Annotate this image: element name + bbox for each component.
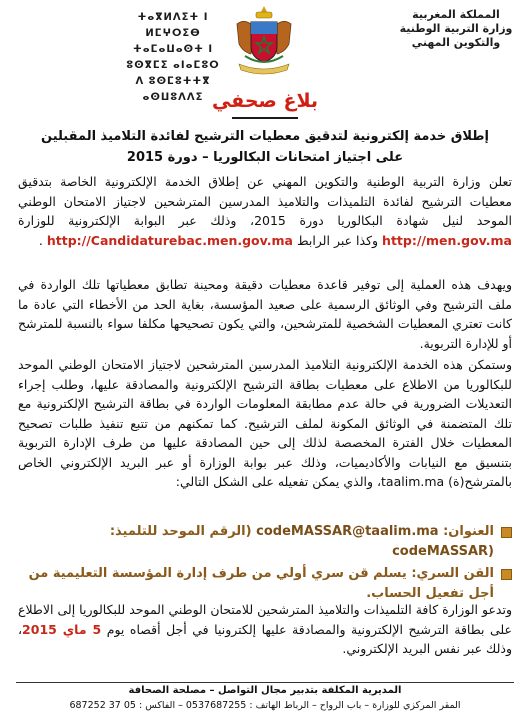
tifinagh-line: ⴷ ⵓⵙⵎⵓⵜⵜⴳ ⴰⵙⵡⵓⴷⴷⵉ bbox=[135, 76, 211, 103]
candidature-link[interactable]: http://Candidaturebac.men.gov.ma bbox=[46, 232, 293, 248]
ministry-line: والتكوين المهني bbox=[411, 36, 501, 49]
ministry-portal-link[interactable]: http://men.gov.ma bbox=[382, 232, 512, 248]
footer-department: المديرية المكلفة بتدبير مجال التواصل – مصلحة الصحافة bbox=[128, 685, 402, 696]
bullet-label: العنوان: bbox=[443, 524, 494, 539]
coat-of-arms-emblem bbox=[231, 4, 297, 78]
list-item bbox=[18, 564, 512, 604]
paragraph-call-to-action bbox=[18, 600, 512, 659]
title-underline bbox=[232, 117, 298, 119]
deadline-date: 5 ماي 2015 bbox=[22, 621, 102, 637]
subtitle-line: على اجتياز امتحانات البكالوريا – دورة 2015 bbox=[126, 150, 404, 165]
square-bullet-icon bbox=[501, 569, 512, 580]
paragraph-text: . bbox=[38, 232, 43, 248]
paragraph-text: وتدعو الوزارة كافة التلميذات والتلاميذ المترشحين للامتحان الوطني الموحد للبكالوريا إلى الاطلاع على بطاقة الترشيح الإلكترونية والمصادقة عليها إلكترونيا في أجل أقصاه يوم bbox=[18, 602, 512, 637]
paragraph-text: ، وذلك عبر نفس البريد الإلكتروني. bbox=[18, 621, 512, 656]
paragraph-text: وكذا عبر الرابط bbox=[296, 232, 379, 248]
press-release-subtitle bbox=[30, 126, 500, 168]
activation-details-list bbox=[18, 522, 512, 606]
subtitle-line: إطلاق خدمة إلكترونية لتدقيق معطيات الترشيح لفائدة التلاميذ المقبلين bbox=[41, 129, 489, 144]
list-item bbox=[18, 522, 512, 562]
paragraph-announcement bbox=[18, 172, 512, 250]
bullet-label: القن السري: bbox=[411, 566, 494, 581]
tifinagh-line: ⵜⴰⵎⴰⵡⴰⵙⵜ ⵏ ⵓⵙⴳⵎⵉ ⴰⵏⴰⵎⵓⵔ bbox=[126, 44, 220, 71]
ministry-line: وزارة التربية الوطنية bbox=[399, 22, 513, 35]
paragraph-service-description: وستمكن هذه الخدمة الإلكترونية التلاميذ المدرسين المترشحين لاجتياز الامتحان الوطني الموحد للبكالوريا من الاطلاع على معطيات بطاقة الترشيح الإلكترونية والمصادقة عليها، وطلب إجراء التعديلات الضرورية في حالة عدم مطابقة المعلومات الواردة في بطاقة الترشيح الإلكترونية مع تلك المتضمنة في الوثائق المكونة لملف الترشيح. كما تمكنهم من تتبع تنفيذ طلبات تصحيح المعطيات خلال الفترة المخصصة لذلك إلى حين المصادقة عليها من طرف الإدارة التربوية بتنسيق مع النيابات والأكاديميات، وذلك عبر بوابة الوزارة أو عبر البريد الإلكتروني الخاص بالمترشح(ة) taalim.ma، والذي يمكن تفعيله على الشكل التالي: bbox=[18, 357, 512, 489]
square-bullet-icon bbox=[501, 527, 512, 538]
massar-code: codeMASSAR) bbox=[392, 544, 494, 559]
ministry-line: المملكة المغربية bbox=[412, 8, 500, 21]
paragraph-objective: ويهدف هذه العملية إلى توفير قاعدة معطيات دقيقة ومحينة تطابق معطياتها تلك الواردة في ملف الترشيح وفي الوثائق الرسمية على صعيد المؤسسة، بغاية الحد من الأخطاء التي عادة ما كانت تعتري المعطيات الشخصية للمترشحين، والتي يكون تصحيحها مكلفا سواء بالنسبة للمترشح أو للإدارة التربوية. bbox=[18, 277, 512, 351]
paragraph-text: تعلن وزارة التربية الوطنية والتكوين المهني عن إطلاق الخدمة الإلكترونية الخاصة بتدقيق معطيات الترشيح لفائدة التلميذات والتلاميذ المدرسين المترشحين لاجتياز الامتحان الوطني الموحد لنيل شهادة البكالوريا دورة 2015، وذلك عبر البوابة الإلكترونية للوزارة bbox=[18, 174, 512, 228]
email-address: codeMASSAR@taalim.ma bbox=[256, 524, 439, 539]
footer-contact: المقر المركزي للوزارة – باب الرواح – الرباط الهاتف : 0537687255 – الفاكس : 05 37 687252 bbox=[69, 700, 461, 711]
ministry-name-arabic bbox=[396, 8, 516, 50]
bullet-note: (الرقم الموحد للتلميذ: bbox=[109, 524, 252, 539]
footer-divider bbox=[16, 682, 514, 683]
bullet-text: يسلم قن سري أولي من طرف إدارة المؤسسة التعليمية من أجل تفعيل الحساب. bbox=[28, 566, 494, 601]
press-release-title: بلاغ صحفي bbox=[211, 90, 319, 112]
tifinagh-line: ⵜⴰⴳⵍⴷⵉⵜ ⵏ ⵍⵎⵖⵔⵉⴱ bbox=[137, 12, 209, 39]
